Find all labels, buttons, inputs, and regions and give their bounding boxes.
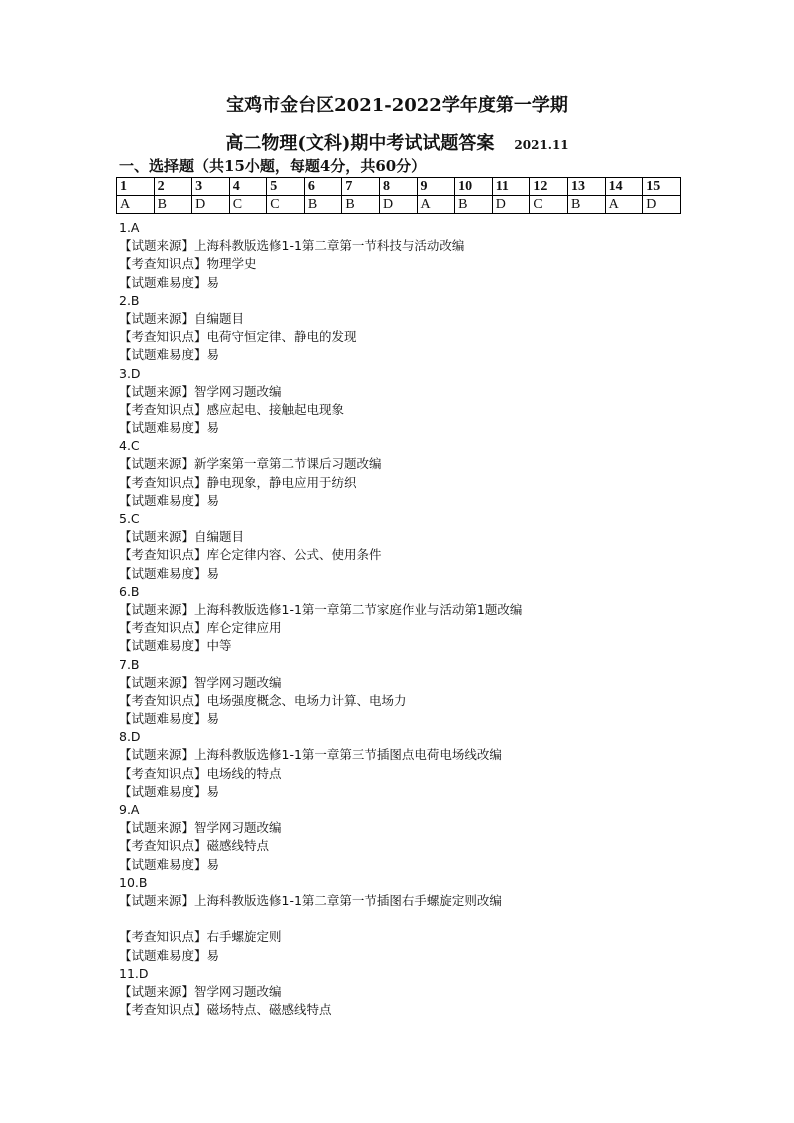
explanation-item bbox=[119, 219, 719, 292]
answer-cell: D bbox=[379, 196, 417, 214]
item-source: 【试题来源】上海科教版选修1-1第一章第二节家庭作业与活动第1题改编 bbox=[119, 601, 523, 617]
question-number-row bbox=[117, 178, 681, 196]
item-difficulty: 【试题难易度】中等 bbox=[119, 638, 232, 654]
question-number-cell: 1 bbox=[117, 178, 155, 196]
item-head: 8.D bbox=[119, 729, 141, 745]
item-difficulty: 【试题难易度】易 bbox=[119, 347, 220, 363]
item-knowledge-point: 【考查知识点】电荷守恒定律、静电的发现 bbox=[119, 329, 357, 345]
answer-row bbox=[117, 196, 681, 214]
answer-cell: A bbox=[417, 196, 455, 214]
question-number-cell: 15 bbox=[643, 178, 681, 196]
blank-line bbox=[119, 910, 719, 928]
item-knowledge-point: 【考查知识点】物理学史 bbox=[119, 256, 257, 272]
item-knowledge-point: 【考查知识点】磁感线特点 bbox=[119, 838, 270, 854]
item-head: 2.B bbox=[119, 292, 140, 308]
document-subtitle bbox=[0, 130, 794, 159]
item-knowledge-point: 【考查知识点】电场强度概念、电场力计算、电场力 bbox=[119, 692, 407, 708]
item-difficulty: 【试题难易度】易 bbox=[119, 565, 220, 581]
explanation-item bbox=[119, 510, 719, 583]
question-number-cell: 7 bbox=[342, 178, 380, 196]
question-number-cell: 11 bbox=[492, 178, 530, 196]
question-number-cell: 10 bbox=[455, 178, 493, 196]
item-source: 【试题来源】智学网习题改编 bbox=[119, 820, 282, 836]
item-source: 【试题来源】上海科教版选修1-1第二章第一节科技与活动改编 bbox=[119, 238, 465, 254]
explanation-item bbox=[119, 583, 719, 656]
explanation-item bbox=[119, 874, 719, 965]
item-source: 【试题来源】智学网习题改编 bbox=[119, 983, 282, 999]
item-knowledge-point: 【考查知识点】右手螺旋定则 bbox=[119, 929, 282, 945]
explanation-item bbox=[119, 728, 719, 801]
item-source: 【试题来源】自编题目 bbox=[119, 310, 245, 326]
item-difficulty: 【试题难易度】易 bbox=[119, 274, 220, 290]
answer-cell: B bbox=[154, 196, 192, 214]
question-number-cell: 5 bbox=[267, 178, 305, 196]
item-source: 【试题来源】自编题目 bbox=[119, 529, 245, 545]
item-head: 7.B bbox=[119, 656, 140, 672]
section-heading: 一、选择题（共15小题，每题4分，共60分） bbox=[119, 157, 427, 175]
answer-cell: D bbox=[492, 196, 530, 214]
explanation-item bbox=[119, 965, 719, 1020]
item-knowledge-point: 【考查知识点】电场线的特点 bbox=[119, 765, 282, 781]
question-number-cell: 6 bbox=[304, 178, 342, 196]
explanation-item bbox=[119, 292, 719, 365]
item-head: 3.D bbox=[119, 365, 141, 381]
explanation-item bbox=[119, 656, 719, 729]
item-knowledge-point: 【考查知识点】感应起电、接触起电现象 bbox=[119, 401, 345, 417]
item-head: 10.B bbox=[119, 874, 148, 890]
document-title: 宝鸡市金台区2021-2022学年度第一学期 bbox=[226, 95, 568, 116]
answer-cell: D bbox=[643, 196, 681, 214]
question-number-cell: 13 bbox=[567, 178, 605, 196]
item-head: 1.A bbox=[119, 220, 140, 235]
item-difficulty: 【试题难易度】易 bbox=[119, 856, 220, 872]
answer-cell: C bbox=[229, 196, 267, 214]
item-head: 4.C bbox=[119, 438, 140, 454]
item-source: 【试题来源】上海科教版选修1-1第一章第三节插图点电荷电场线改编 bbox=[119, 747, 502, 763]
item-difficulty: 【试题难易度】易 bbox=[119, 947, 220, 963]
item-head: 9.A bbox=[119, 802, 140, 817]
question-number-cell: 12 bbox=[530, 178, 568, 196]
answer-table bbox=[116, 177, 681, 214]
question-number-cell: 14 bbox=[605, 178, 643, 196]
answer-cell: A bbox=[117, 196, 155, 214]
answer-cell: B bbox=[342, 196, 380, 214]
item-knowledge-point: 【考查知识点】库仑定律应用 bbox=[119, 620, 282, 636]
subtitle-text: 高二物理(文科)期中考试试题答案 bbox=[225, 133, 495, 154]
answer-cell: B bbox=[304, 196, 342, 214]
item-head: 6.B bbox=[119, 583, 140, 599]
question-number-cell: 2 bbox=[154, 178, 192, 196]
item-source: 【试题来源】上海科教版选修1-1第二章第一节插图右手螺旋定则改编 bbox=[119, 892, 502, 908]
item-source: 【试题来源】智学网习题改编 bbox=[119, 674, 282, 690]
item-source: 【试题来源】智学网习题改编 bbox=[119, 383, 282, 399]
explanation-item bbox=[119, 437, 719, 510]
question-number-cell: 8 bbox=[379, 178, 417, 196]
question-number-cell: 9 bbox=[417, 178, 455, 196]
item-head: 5.C bbox=[119, 511, 140, 526]
item-head: 11.D bbox=[119, 965, 149, 981]
item-difficulty: 【试题难易度】易 bbox=[119, 492, 220, 508]
item-difficulty: 【试题难易度】易 bbox=[119, 420, 220, 436]
question-number-cell: 3 bbox=[192, 178, 230, 196]
answer-cell: B bbox=[567, 196, 605, 214]
explanation-item bbox=[119, 801, 719, 874]
item-knowledge-point: 【考查知识点】库仑定律内容、公式、使用条件 bbox=[119, 547, 382, 563]
question-number-cell: 4 bbox=[229, 178, 267, 196]
answer-cell: B bbox=[455, 196, 493, 214]
answer-cell: D bbox=[192, 196, 230, 214]
item-difficulty: 【试题难易度】易 bbox=[119, 711, 220, 727]
answer-cell: C bbox=[530, 196, 568, 214]
answer-cell: A bbox=[605, 196, 643, 214]
answer-cell: C bbox=[267, 196, 305, 214]
item-knowledge-point: 【考查知识点】磁场特点、磁感线特点 bbox=[119, 1002, 332, 1018]
explanations bbox=[119, 219, 719, 1019]
document-date: 2021.11 bbox=[514, 138, 569, 152]
explanation-item bbox=[119, 365, 719, 438]
item-source: 【试题来源】新学案第一章第二节课后习题改编 bbox=[119, 456, 382, 472]
item-difficulty: 【试题难易度】易 bbox=[119, 783, 220, 799]
item-knowledge-point: 【考查知识点】静电现象，静电应用于纺织 bbox=[119, 474, 357, 490]
